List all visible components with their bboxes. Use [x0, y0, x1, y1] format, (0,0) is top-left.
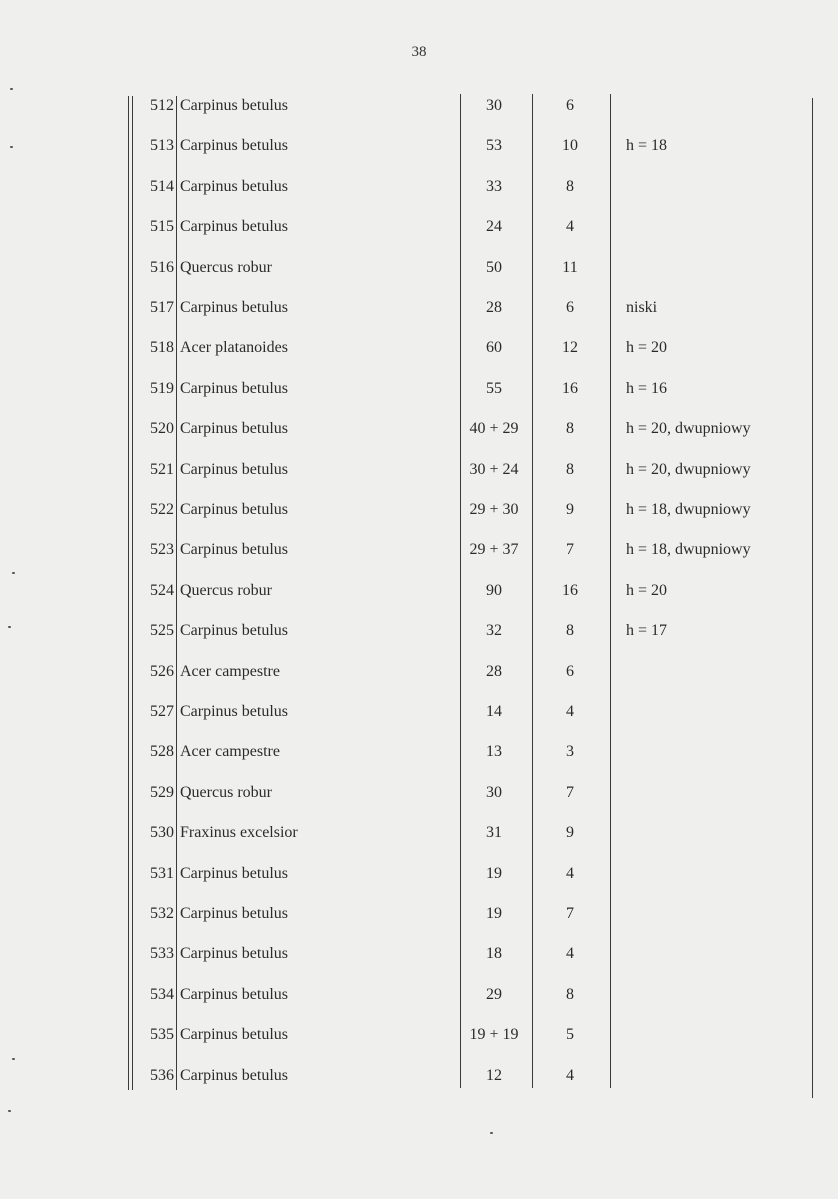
species-cell: Carpinus betulus [180, 864, 288, 882]
height-cell: 7 [566, 783, 574, 801]
notes-cell: h = 18, dwupniowy [626, 501, 751, 518]
species-cell: Quercus robur [180, 258, 272, 276]
tree-number-cell: 520 [150, 420, 174, 438]
scan-speck [12, 1058, 15, 1060]
tree-number-cell: 527 [150, 703, 174, 720]
species-cell: Quercus robur [180, 581, 272, 599]
trunk-circumference-cell: 33 [486, 177, 502, 195]
tree-number-cell: 525 [150, 622, 174, 640]
notes-cell: h = 17 [626, 622, 668, 640]
table-row [130, 935, 820, 975]
scan-speck [12, 572, 15, 574]
species-cell: Acer platanoides [180, 339, 288, 357]
species-cell: Carpinus betulus [180, 299, 288, 316]
height-cell: 8 [566, 985, 574, 1003]
table-row [130, 733, 820, 773]
height-cell: 6 [566, 299, 574, 316]
tree-number-cell: 515 [150, 218, 174, 236]
tree-number-cell: 529 [150, 783, 174, 801]
species-cell: Carpinus betulus [180, 1066, 288, 1084]
height-cell: 4 [566, 1066, 574, 1084]
trunk-circumference-cell: 50 [486, 258, 502, 276]
tree-number-cell: 518 [150, 339, 174, 357]
tree-number-cell: 533 [150, 945, 174, 963]
table-row [130, 895, 820, 935]
table-row [130, 208, 820, 248]
trunk-circumference-cell: 29 + 30 [469, 501, 519, 518]
height-cell: 10 [562, 137, 578, 155]
trunk-circumference-cell: 55 [486, 379, 502, 397]
height-cell: 11 [562, 258, 578, 276]
tree-number-cell: 530 [150, 824, 174, 842]
trunk-circumference-cell: 30 [486, 97, 502, 114]
tree-number-cell: 516 [150, 258, 174, 276]
table-row [130, 855, 820, 895]
height-cell: 4 [566, 218, 574, 236]
notes-cell: h = 20 [626, 581, 668, 599]
notes-cell: h = 20 [626, 339, 668, 357]
species-cell: Carpinus betulus [180, 703, 288, 720]
height-cell: 8 [566, 622, 574, 640]
height-cell: 16 [562, 379, 578, 397]
species-cell: Carpinus betulus [180, 218, 288, 236]
height-cell: 6 [566, 662, 574, 680]
trunk-circumference-cell: 40 + 29 [469, 420, 519, 438]
notes-cell: h = 20, dwupniowy [626, 460, 751, 478]
notes-cell: h = 18, dwupniowy [626, 541, 751, 559]
trunk-circumference-cell: 31 [486, 824, 502, 842]
trunk-circumference-cell: 12 [486, 1066, 502, 1084]
table-left-border-outer [128, 96, 129, 1090]
height-cell: 8 [566, 177, 574, 195]
tree-number-cell: 526 [150, 662, 174, 680]
species-cell: Carpinus betulus [180, 137, 288, 155]
trunk-circumference-cell: 19 [486, 905, 502, 922]
tree-number-cell: 534 [150, 985, 174, 1003]
notes-cell: niski [626, 299, 658, 316]
scan-speck [10, 146, 13, 148]
notes-cell: h = 20, dwupniowy [626, 420, 751, 438]
tree-number-cell: 523 [150, 541, 174, 559]
height-cell: 9 [566, 824, 574, 842]
tree-number-cell: 522 [150, 501, 174, 518]
trunk-circumference-cell: 29 + 37 [469, 541, 519, 559]
table-row [130, 127, 820, 167]
height-cell: 8 [566, 460, 574, 478]
tree-number-cell: 536 [150, 1066, 174, 1084]
table-row [130, 410, 820, 450]
table-row [130, 249, 820, 289]
species-cell: Carpinus betulus [180, 379, 288, 397]
table-row [130, 612, 820, 652]
species-cell: Carpinus betulus [180, 177, 288, 195]
table-row [130, 329, 820, 369]
species-cell: Carpinus betulus [180, 501, 288, 518]
trunk-circumference-cell: 28 [486, 299, 502, 316]
trunk-circumference-cell: 18 [486, 945, 502, 963]
tree-number-cell: 512 [150, 97, 174, 114]
scan-speck [8, 626, 11, 628]
table-row [130, 976, 820, 1016]
table-row [130, 693, 820, 733]
tree-number-cell: 524 [150, 581, 174, 599]
species-cell: Carpinus betulus [180, 945, 288, 963]
height-cell: 8 [566, 420, 574, 438]
species-cell: Fraxinus excelsior [180, 824, 298, 842]
tree-number-cell: 513 [150, 137, 174, 155]
trunk-circumference-cell: 53 [486, 137, 502, 155]
notes-cell: h = 16 [626, 379, 668, 397]
trunk-circumference-cell: 14 [486, 703, 502, 720]
scan-speck [10, 88, 13, 90]
species-cell: Quercus robur [180, 783, 272, 801]
trunk-circumference-cell: 30 [486, 783, 502, 801]
table-row [130, 491, 820, 531]
notes-cell: h = 18 [626, 137, 668, 155]
species-cell: Acer campestre [180, 662, 280, 680]
height-cell: 9 [566, 501, 574, 518]
trunk-circumference-cell: 32 [486, 622, 502, 640]
tree-number-cell: 528 [150, 743, 174, 761]
table-row [130, 1057, 820, 1097]
species-cell: Carpinus betulus [180, 460, 288, 478]
species-cell: Carpinus betulus [180, 905, 288, 922]
table-row [130, 653, 820, 693]
trunk-circumference-cell: 19 [486, 864, 502, 882]
table-row [130, 289, 820, 329]
trunk-circumference-cell: 30 + 24 [469, 460, 519, 478]
trunk-circumference-cell: 90 [486, 581, 502, 599]
table-row [130, 87, 820, 127]
tree-number-cell: 517 [150, 299, 174, 316]
trunk-circumference-cell: 60 [486, 339, 502, 357]
height-cell: 4 [566, 864, 574, 882]
species-cell: Carpinus betulus [180, 97, 288, 114]
height-cell: 7 [566, 905, 574, 922]
table-row [130, 370, 820, 410]
table-row [130, 1016, 820, 1056]
species-cell: Acer campestre [180, 743, 280, 761]
height-cell: 4 [566, 703, 574, 720]
height-cell: 6 [566, 97, 574, 114]
table-row [130, 814, 820, 854]
species-cell: Carpinus betulus [180, 1026, 288, 1044]
page-number: 38 [411, 44, 427, 60]
tree-number-cell: 531 [150, 864, 174, 882]
scan-speck [8, 1110, 11, 1112]
tree-number-cell: 514 [150, 177, 174, 195]
trunk-circumference-cell: 19 + 19 [469, 1026, 519, 1044]
tree-number-cell: 521 [150, 460, 174, 478]
table-row [130, 168, 820, 208]
trunk-circumference-cell: 28 [486, 662, 502, 680]
height-cell: 16 [562, 581, 578, 599]
height-cell: 5 [566, 1026, 574, 1044]
trunk-circumference-cell: 24 [486, 218, 502, 236]
height-cell: 12 [562, 339, 578, 357]
table-row [130, 451, 820, 491]
table-row [130, 572, 820, 612]
height-cell: 3 [566, 743, 574, 761]
table-row [130, 531, 820, 571]
tree-number-cell: 532 [150, 905, 174, 922]
species-cell: Carpinus betulus [180, 985, 288, 1003]
species-cell: Carpinus betulus [180, 541, 288, 559]
trunk-circumference-cell: 29 [486, 985, 502, 1003]
scan-speck [490, 1132, 493, 1134]
species-cell: Carpinus betulus [180, 622, 288, 640]
tree-number-cell: 535 [150, 1026, 174, 1044]
species-cell: Carpinus betulus [180, 420, 288, 438]
height-cell: 4 [566, 945, 574, 963]
trunk-circumference-cell: 13 [486, 743, 502, 761]
tree-number-cell: 519 [150, 379, 174, 397]
height-cell: 7 [566, 541, 574, 559]
table-row [130, 774, 820, 814]
